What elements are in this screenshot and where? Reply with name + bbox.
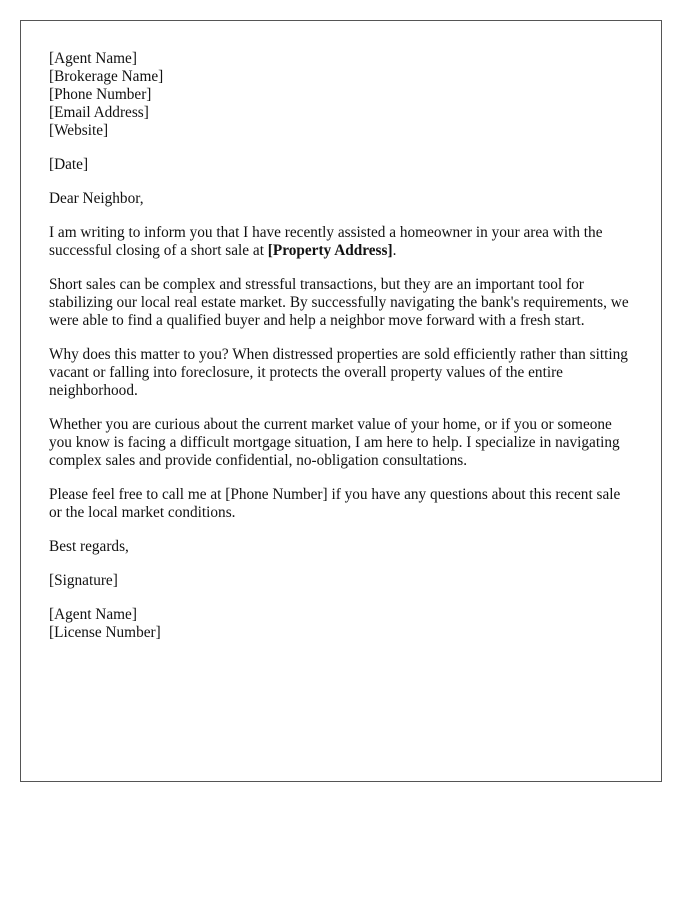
footer-block bbox=[49, 606, 633, 642]
paragraph-intro bbox=[49, 224, 633, 260]
footer-agent-name: [Agent Name] bbox=[49, 606, 137, 623]
sender-email-address: [Email Address] bbox=[49, 104, 149, 121]
sender-website: [Website] bbox=[49, 122, 109, 139]
property-address: [Property Address] bbox=[267, 242, 393, 259]
paragraph-intro-text: I am writing to inform you that I have recently assisted a homeowner in your area with the successful closing of a short sale at bbox=[49, 224, 603, 259]
closing: Best regards, bbox=[49, 538, 129, 555]
paragraph-offer-help: Whether you are curious about the current market value of your home, or if you or someone you know is facing a difficult mortgage situation, I am here to help. I specialize in navigating complex sales and provide confidential, no-obligation consultations. bbox=[49, 416, 620, 469]
paragraph-short-sales: Short sales can be complex and stressful transactions, but they are an important tool for stabilizing our local real estate market. By successfully navigating the bank's requirements, we were able to find a qualified buyer and help a neighbor move forward with a fresh start. bbox=[49, 276, 629, 329]
letter-date: [Date] bbox=[49, 156, 89, 173]
salutation: Dear Neighbor, bbox=[49, 190, 144, 207]
sender-brokerage-name: [Brokerage Name] bbox=[49, 68, 164, 85]
paragraph-contact: Please feel free to call me at [Phone Number] if you have any questions about this recent sale or the local market conditions. bbox=[49, 486, 621, 521]
paragraph-why-matters: Why does this matter to you? When distressed properties are sold efficiently rather than sitting vacant or falling into foreclosure, it protects the overall property values of the entire neighborhood. bbox=[49, 346, 628, 399]
sender-phone-number: [Phone Number] bbox=[49, 86, 152, 103]
sender-block bbox=[49, 50, 633, 140]
signature: [Signature] bbox=[49, 572, 118, 589]
paragraph-intro-end: . bbox=[392, 242, 397, 259]
sender-agent-name: [Agent Name] bbox=[49, 50, 137, 67]
letter-page bbox=[20, 20, 662, 782]
footer-license-number: [License Number] bbox=[49, 624, 161, 641]
